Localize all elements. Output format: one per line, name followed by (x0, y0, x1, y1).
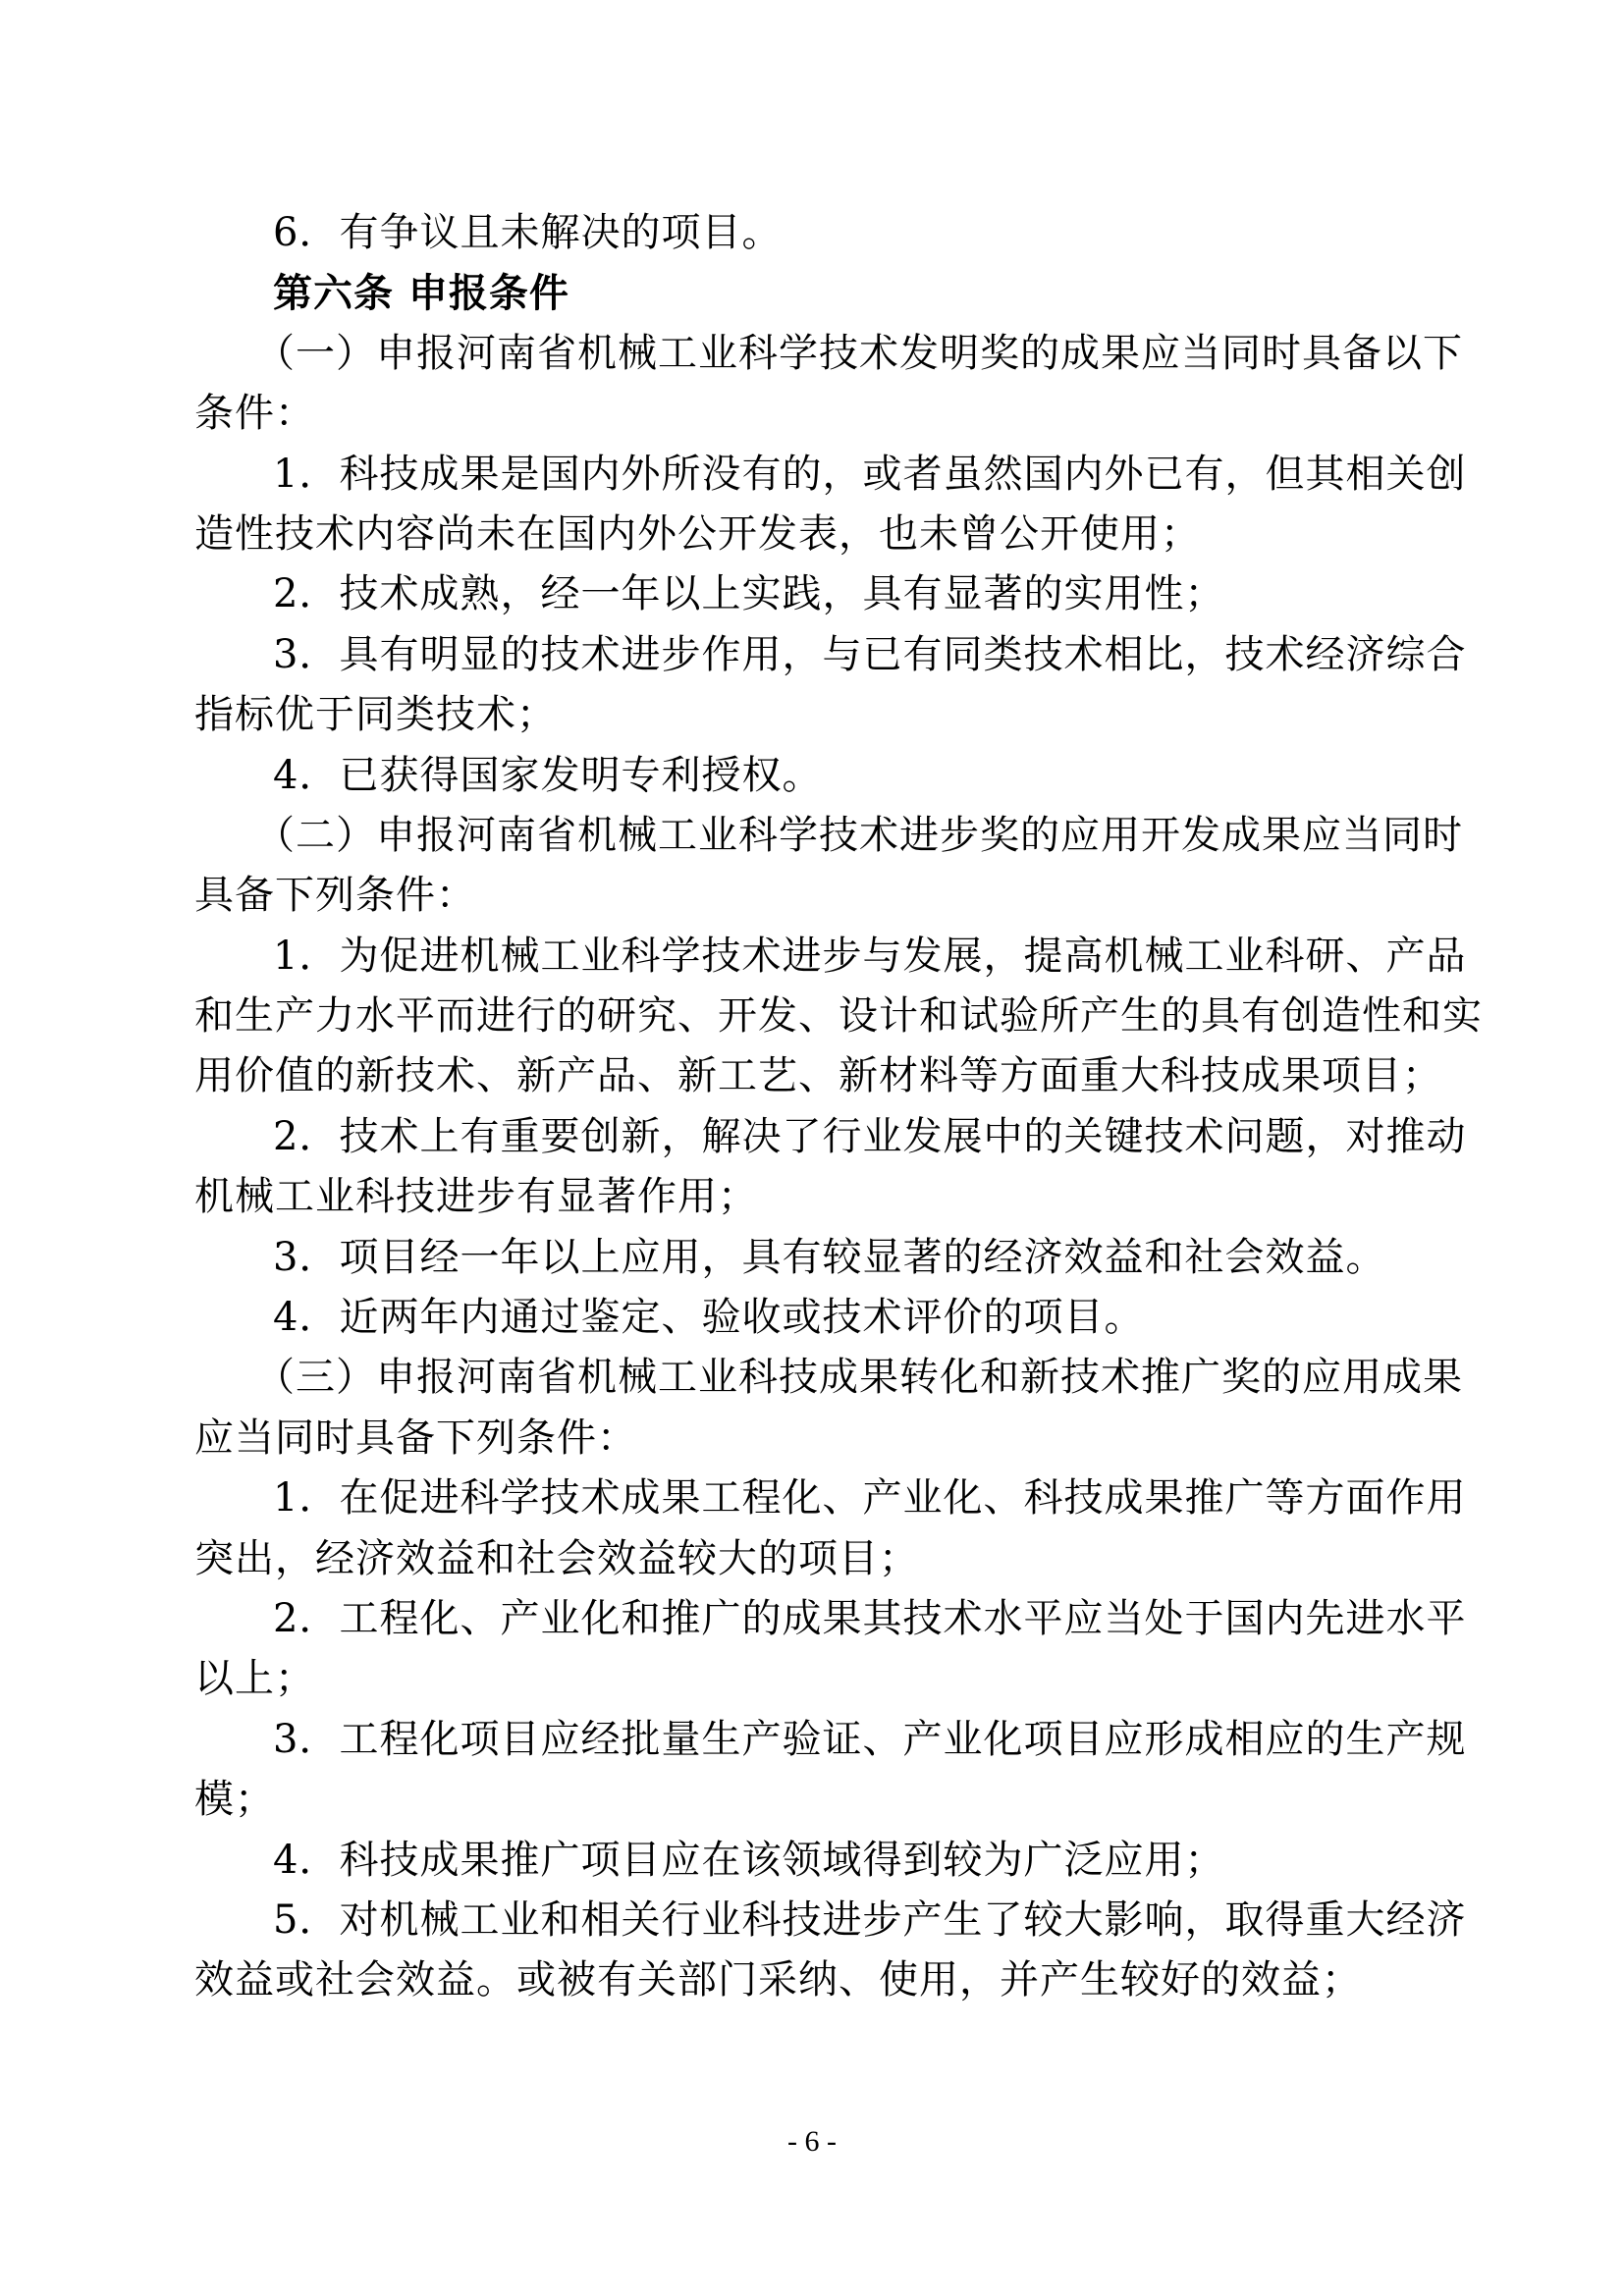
paragraph-line: 模； (194, 1777, 275, 1823)
paragraph-line: （三）申报河南省机械工业科技成果转化和新技术推广奖的应用成果 (255, 1355, 1463, 1401)
list-item: 3．具有明显的技术进步作用，与已有同类技术相比，技术经济综合 (273, 631, 1467, 677)
paragraph-line: 用价值的新技术、新产品、新工艺、新材料等方面重大科技成果项目； (194, 1053, 1442, 1099)
list-item: 2．工程化、产业化和推广的成果其技术水平应当处于国内先进水平 (273, 1595, 1467, 1641)
list-item: 1．为促进机械工业科学技术进步与发展，提高机械工业科研、产品 (273, 933, 1467, 979)
list-item: 2．技术成熟，经一年以上实践，具有显著的实用性； (273, 571, 1225, 617)
list-item: 6．有争议且未解决的项目。 (273, 210, 783, 255)
paragraph-line: 条件： (194, 391, 315, 437)
paragraph-line: 应当同时具备下列条件： (194, 1415, 637, 1461)
paragraph-line: 效益或社会效益。或被有关部门采纳、使用，并产生较好的效益； (194, 1957, 1362, 2003)
list-item: 4．科技成果推广项目应在该领域得到较为广泛应用； (273, 1837, 1225, 1883)
paragraph-line: （一）申报河南省机械工业科学技术发明奖的成果应当同时具备以下 (255, 330, 1463, 376)
paragraph-line: （二）申报河南省机械工业科学技术进步奖的应用开发成果应当同时 (255, 812, 1463, 858)
list-item: 4．近两年内通过鉴定、验收或技术评价的项目。 (273, 1295, 1145, 1341)
paragraph-line: 机械工业科技进步有显著作用； (194, 1174, 758, 1220)
paragraph-line: 造性技术内容尚未在国内外公开发表，也未曾公开使用； (194, 510, 1201, 557)
list-item: 5．对机械工业和相关行业科技进步产生了较大影响，取得重大经济 (273, 1896, 1467, 1943)
article-heading: 第六条 申报条件 (273, 270, 569, 317)
page-number: - 6 - (787, 2125, 837, 2158)
paragraph-line: 指标优于同类技术； (194, 692, 557, 738)
paragraph-line: 具备下列条件： (194, 873, 476, 919)
paragraph-line: 以上； (194, 1656, 315, 1702)
list-item: 1．科技成果是国内外所没有的，或者虽然国内外已有，但其相关创 (273, 451, 1467, 497)
paragraph-line: 突出，经济效益和社会效益较大的项目； (194, 1535, 919, 1581)
body-text (194, 203, 1483, 2011)
list-item: 3．工程化项目应经批量生产验证、产业化项目应形成相应的生产规 (273, 1716, 1467, 1762)
paragraph-line: 和生产力水平而进行的研究、开发、设计和试验所产生的具有创造性和实 (194, 993, 1483, 1040)
list-item: 3．项目经一年以上应用，具有较显著的经济效益和社会效益。 (273, 1234, 1386, 1280)
list-item: 4．已获得国家发明专利授权。 (273, 752, 823, 798)
list-item: 2．技术上有重要创新，解决了行业发展中的关键技术问题，对推动 (273, 1113, 1467, 1159)
list-item: 1．在促进科学技术成果工程化、产业化、科技成果推广等方面作用 (273, 1475, 1467, 1522)
